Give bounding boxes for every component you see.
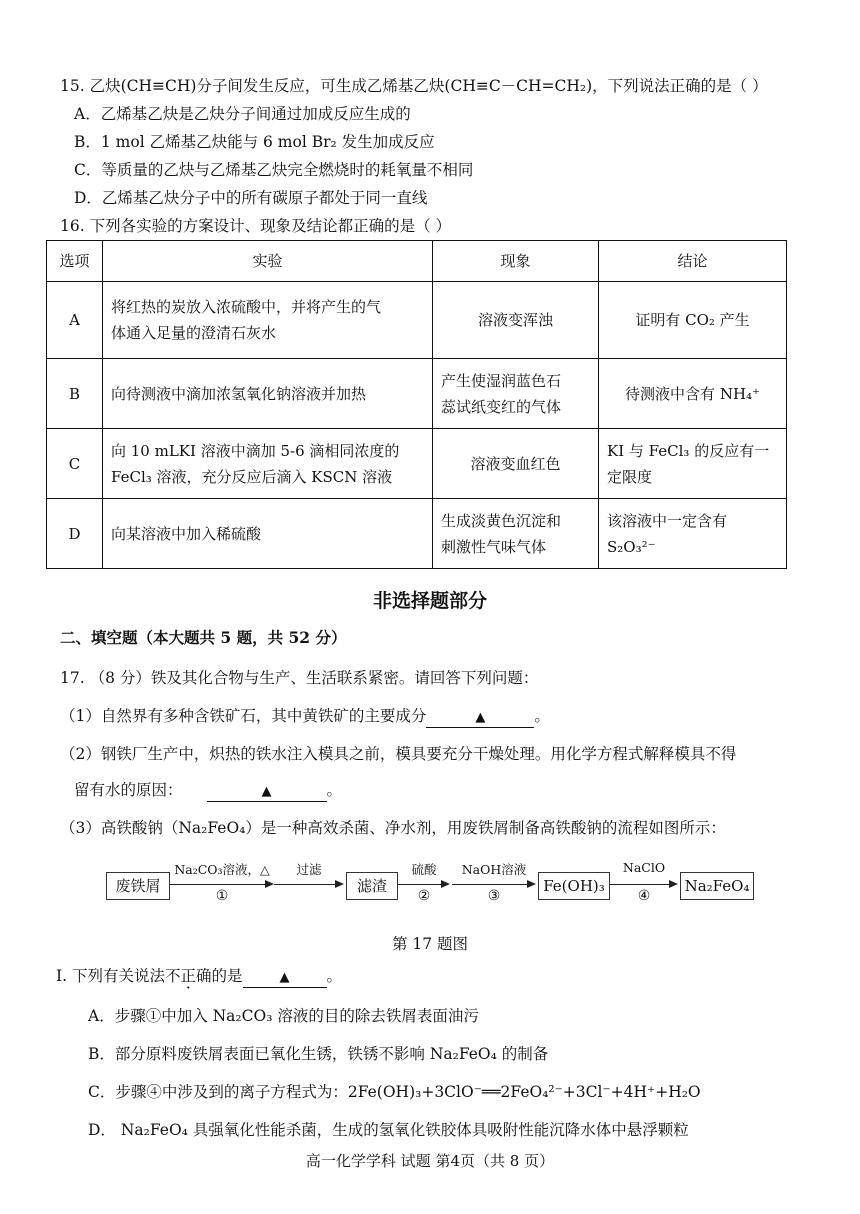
q17-part1: [60, 706, 550, 728]
row-conclusion: 待测液中含有 NH₄⁺: [599, 359, 787, 429]
triangle-mark: ▲: [279, 970, 290, 985]
triangle-mark: ▲: [475, 710, 486, 725]
arrow-shaft: [274, 884, 336, 885]
triangle-mark: ▲: [261, 784, 272, 799]
row-option: D: [47, 499, 103, 569]
step-number: ③: [487, 888, 501, 904]
period: 。: [326, 781, 343, 799]
experiment-table: [46, 240, 787, 569]
q17-part1-text: （1）自然界有多种含铁矿石，其中黄铁矿的主要成分: [60, 707, 427, 725]
row-phenomenon: 溶液变血红色: [433, 429, 599, 499]
step-number: ②: [417, 888, 431, 904]
flow-arrow-4: [610, 858, 678, 908]
cell-line: 生成淡黄色沉淀和: [441, 511, 562, 530]
q17-option-a: A．步骤①中加入 Na₂CO₃ 溶液的目的除去铁屑表面油污: [88, 1007, 479, 1025]
q17-part2b-text: 留有水的原因：: [74, 781, 183, 799]
arrow-head-icon: [441, 880, 450, 888]
answer-blank[interactable]: [426, 707, 534, 728]
flow-box-scrap-iron: 废铁屑: [106, 872, 170, 900]
row-experiment: [103, 282, 433, 359]
arrow-label: NaOH溶液: [461, 862, 527, 877]
table-row: [47, 499, 787, 569]
row-option: A: [47, 282, 103, 359]
q17-option-d: D． Na₂FeO₄ 具强氧化性能杀菌，生成的氢氧化铁胶体具吸附性能沉降水体中悬浮颗粒: [88, 1121, 689, 1139]
arrow-head-icon: [527, 880, 536, 888]
section-title: 非选择题部分: [372, 590, 487, 612]
page-footer: 高一化学学科 试题 第4页（共 8 页）: [305, 1152, 555, 1170]
cell-line: 该溶液中一定含有: [607, 511, 728, 530]
header-option: 选项: [47, 241, 103, 282]
arrow-label: 硫酸: [411, 862, 437, 877]
flow-box-sodium-ferrate: Na₂FeO₄: [680, 872, 754, 900]
header-experiment: 实验: [103, 241, 433, 282]
arrow-head-icon: [335, 880, 344, 888]
q17-sub1-stem: [56, 966, 342, 988]
row-phenomenon: [433, 359, 599, 429]
flow-arrow-3: [452, 858, 536, 908]
period: 。: [534, 707, 550, 725]
flow-arrow-filter: [274, 858, 344, 908]
cell-line: S₂O₃²⁻: [607, 537, 656, 556]
table-header-row: [47, 241, 787, 282]
row-conclusion: [599, 499, 787, 569]
arrow-head-icon: [265, 880, 274, 888]
step-number: ④: [637, 888, 651, 904]
row-experiment: [103, 429, 433, 499]
q17-part2a: （2）钢铁厂生产中，炽热的铁水注入模具之前，模具要充分干燥处理。用化学方程式解释模具不得: [60, 745, 737, 763]
cell-line: 体通入足量的澄清石灰水: [111, 324, 277, 342]
table-row: [47, 282, 787, 359]
row-option: C: [47, 429, 103, 499]
cell-line: 向 10 mLKI 溶液中滴加 5-6 滴相同浓度的: [111, 441, 400, 460]
sub1-suffix: 的是: [211, 967, 243, 985]
row-option: B: [47, 359, 103, 429]
cell-line: FeCl₃ 溶液，充分反应后滴入 KSCN 溶液: [111, 467, 393, 486]
flow-arrow-1: [170, 858, 274, 908]
cell-line: 刺激性气味气体: [441, 537, 547, 556]
answer-blank[interactable]: [243, 967, 327, 988]
row-phenomenon: 溶液变浑浊: [433, 282, 599, 359]
row-experiment: 向待测液中滴加浓氢氧化钠溶液并加热: [103, 359, 433, 429]
q15-option-d: D．乙烯基乙炔分子中的所有碳原子都处于同一直线: [74, 189, 428, 207]
table-row: [47, 429, 787, 499]
arrow-shaft: [398, 884, 442, 885]
q17-stem: 17. （8 分）铁及其化合物与生产、生活联系紧密。请回答下列问题：: [60, 669, 539, 687]
cell-line: 定限度: [607, 467, 653, 486]
answer-blank[interactable]: [207, 781, 327, 802]
q15-option-b: B．1 mol 乙烯基乙炔能与 6 mol Br₂ 发生加成反应: [74, 133, 435, 151]
part2-heading: 二、填空题（本大题共 5 题，共 52 分）: [60, 628, 347, 647]
arrow-shaft: [452, 884, 528, 885]
arrow-label: 过滤: [296, 862, 322, 877]
q17-part3: （3）高铁酸钠（Na₂FeO₄）是一种高效杀菌、净水剂，用废铁屑制备高铁酸钠的流程如图所示：: [60, 819, 726, 837]
sub1-prefix: I. 下列有关说法: [56, 967, 165, 985]
row-phenomenon: [433, 499, 599, 569]
process-flow-diagram: [100, 858, 760, 908]
flow-box-residue: 滤渣: [346, 872, 398, 900]
q17-option-c: C．步骤④中涉及到的离子方程式为：2Fe(OH)₃+3ClO⁻══2FeO₄²⁻+3Cl⁻+4H⁺+H₂O: [88, 1083, 701, 1101]
arrow-label: Na₂CO₃溶液，△: [174, 862, 270, 877]
cell-line: KI 与 FeCl₃ 的反应有一: [607, 441, 770, 460]
header-phenomenon: 现象: [433, 241, 599, 282]
figure-caption: 第 17 题图: [391, 935, 469, 953]
period: 。: [326, 967, 343, 985]
flow-box-iron-hydroxide: Fe(OH)₃: [538, 872, 610, 900]
q16-stem: 16. 下列各实验的方案设计、现象及结论都正确的是（ ）: [60, 217, 452, 235]
header-conclusion: 结论: [599, 241, 787, 282]
q15-option-a: A．乙烯基乙炔是乙炔分子间通过加成反应生成的: [74, 105, 411, 123]
arrow-shaft: [610, 884, 670, 885]
table-row: [47, 359, 787, 429]
row-experiment: 向某溶液中加入稀硫酸: [103, 499, 433, 569]
flow-arrow-2: [398, 858, 450, 908]
arrow-shaft: [170, 884, 266, 885]
step-number: ①: [215, 888, 229, 904]
q15-stem: 15. 乙炔(CH≡CH)分子间发生反应，可生成乙烯基乙炔(CH≡C－CH=CH₂)，下列说法正确的是（ ）: [60, 77, 768, 95]
cell-line: 蕊试纸变红的气体: [441, 397, 562, 416]
row-conclusion: [599, 429, 787, 499]
emphasis-not-correct: 不正确: [164, 967, 212, 985]
cell-line: 将红热的炭放入浓硫酸中，并将产生的气: [111, 298, 382, 316]
arrow-label: NaClO: [622, 860, 666, 875]
q15-option-c: C．等质量的乙炔与乙烯基乙炔完全燃烧时的耗氧量不相同: [74, 161, 474, 179]
arrow-head-icon: [669, 880, 678, 888]
cell-line: 产生使湿润蓝色石: [441, 371, 562, 390]
row-conclusion: 证明有 CO₂ 产生: [599, 282, 787, 359]
q17-part2b: [74, 780, 342, 802]
q17-option-b: B．部分原料废铁屑表面已氧化生锈，铁锈不影响 Na₂FeO₄ 的制备: [88, 1045, 549, 1063]
